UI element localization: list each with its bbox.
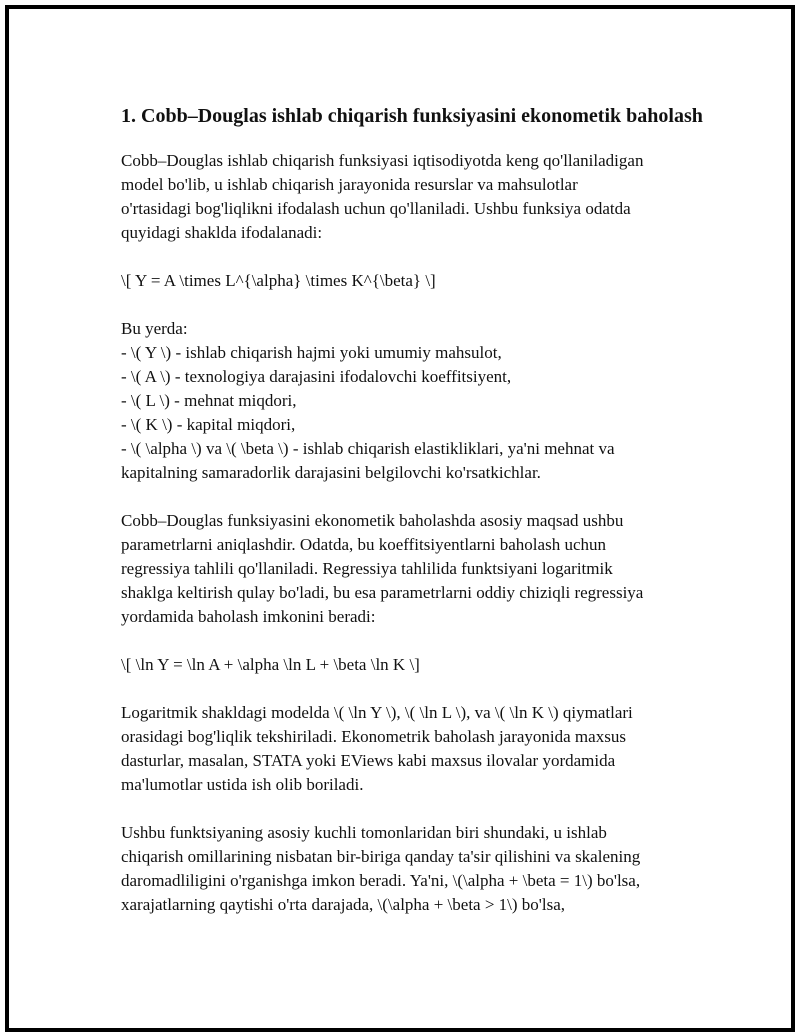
text-line: - \( \alpha \) va \( \beta \) - ishlab chiqarish elastikliklari, ya'ni mehnat va [121, 439, 615, 458]
text-line: Logaritmik shakldagi modelda \( \ln Y \), \( \ln L \), va \( \ln K \) qiymatlari [121, 703, 633, 722]
paragraph [121, 701, 711, 797]
text-line: dasturlar, masalan, STATA yoki EViews kabi maxsus ilovalar yordamida [121, 751, 616, 770]
section-title: 1. Cobb–Douglas ishlab chiqarish funksiyasini ekonometik baholash [121, 105, 703, 127]
text-line: daromadliligini o'rganishga imkon beradi. Ya'ni, \(\alpha + \beta = 1\) bo'lsa, [121, 871, 641, 890]
text-line: - \( A \) - texnologiya darajasini ifodalovchi koeffitsiyent, [121, 367, 512, 386]
text-line: xarajatlarning qaytishi o'rta darajada, \(\alpha + \beta > 1\) bo'lsa, [121, 895, 566, 914]
text-line: yordamida baholash imkonini beradi: [121, 607, 376, 626]
text-line: Cobb–Douglas ishlab chiqarish funksiyasi iqtisodiyotda keng qo'llaniladigan [121, 151, 644, 170]
text-line: orasidagi bog'liqlik tekshiriladi. Ekonometrik baholash jarayonida maxsus [121, 727, 626, 746]
paragraph [121, 317, 711, 485]
text-line: chiqarish omillarining nisbatan bir-biriga qanday ta'sir qilishini va skalening [121, 847, 641, 866]
text-line: model bo'lib, u ishlab chiqarish jarayonida resurslar va mahsulotlar [121, 175, 578, 194]
text-line: regressiya tahlili qo'llaniladi. Regressiya tahlilida funktsiyani logaritmik [121, 559, 613, 578]
text-line: Cobb–Douglas funksiyasini ekonometik baholashda asosiy maqsad ushbu [121, 511, 624, 530]
text-line: ma'lumotlar ustida ish olib boriladi. [121, 775, 364, 794]
document-content [121, 102, 711, 941]
text-line: - \( L \) - mehnat miqdori, [121, 391, 297, 410]
paragraph [121, 149, 711, 245]
paragraph [121, 269, 711, 293]
text-line: - \( K \) - kapital miqdori, [121, 415, 296, 434]
text-line: - \( Y \) - ishlab chiqarish hajmi yoki umumiy mahsulot, [121, 343, 502, 362]
paragraph [121, 821, 711, 917]
text-line: parametrlarni aniqlashdir. Odatda, bu koeffitsiyentlarni baholash uchun [121, 535, 606, 554]
document-body [121, 149, 711, 917]
text-line: Bu yerda: [121, 319, 188, 338]
text-line: shaklga keltirish qulay bo'ladi, bu esa parametrlarni oddiy chiziqli regressiya [121, 583, 644, 602]
text-line: \[ \ln Y = \ln A + \alpha \ln L + \beta \ln K \] [121, 655, 420, 674]
text-line: \[ Y = A \times L^{\alpha} \times K^{\beta} \] [121, 271, 436, 290]
text-line: quyidagi shaklda ifodalanadi: [121, 223, 323, 242]
text-line: o'rtasidagi bog'liqlikni ifodalash uchun qo'llaniladi. Ushbu funksiya odatda [121, 199, 631, 218]
paragraph [121, 509, 711, 629]
text-line: Ushbu funktsiyaning asosiy kuchli tomonlaridan biri shundaki, u ishlab [121, 823, 607, 842]
paragraph [121, 653, 711, 677]
text-line: kapitalning samaradorlik darajasini belgilovchi ko'rsatkichlar. [121, 463, 541, 482]
document-page [5, 5, 795, 1032]
